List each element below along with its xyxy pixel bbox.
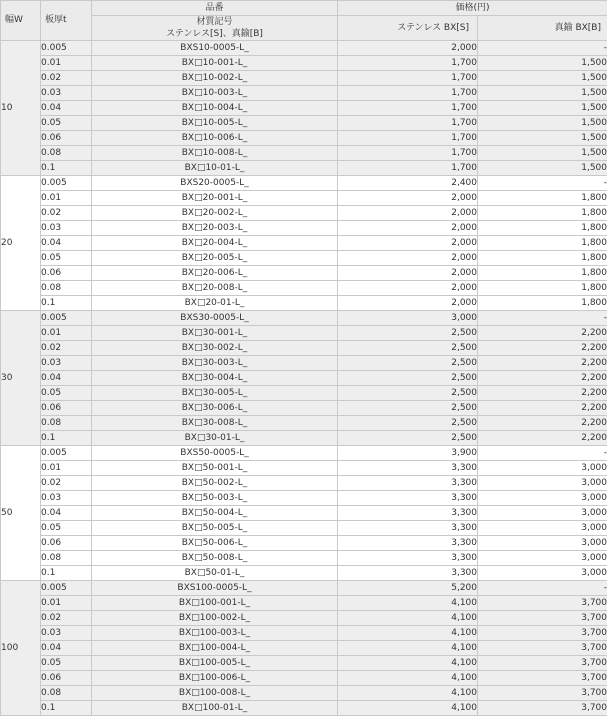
header-material-code-line2: ステンレス[S]、真鍮[B] bbox=[166, 29, 263, 39]
thickness-cell: 0.005 bbox=[41, 581, 92, 596]
brass-price-cell: 3,700 bbox=[478, 656, 607, 671]
table-row bbox=[1, 341, 607, 356]
stainless-price-cell: 4,100 bbox=[338, 596, 478, 611]
table-row bbox=[1, 191, 607, 206]
stainless-price-cell: 1,700 bbox=[338, 71, 478, 86]
table-row bbox=[1, 86, 607, 101]
brass-price-cell: 2,200 bbox=[478, 356, 607, 371]
part-number-cell: BXS100-0005-L_ bbox=[92, 581, 338, 596]
stainless-price-cell: 4,100 bbox=[338, 701, 478, 716]
header-width: 幅W bbox=[1, 1, 41, 41]
brass-price-cell: - bbox=[478, 446, 607, 461]
brass-price-cell: 1,800 bbox=[478, 206, 607, 221]
part-number-cell: BX□20-006-L_ bbox=[92, 266, 338, 281]
brass-price-cell: - bbox=[478, 311, 607, 326]
table-row bbox=[1, 401, 607, 416]
stainless-price-cell: 2,000 bbox=[338, 41, 478, 56]
table-row bbox=[1, 101, 607, 116]
table-row bbox=[1, 461, 607, 476]
brass-price-cell: 1,500 bbox=[478, 146, 607, 161]
brass-price-cell: 3,000 bbox=[478, 536, 607, 551]
part-number-cell: BX□10-002-L_ bbox=[92, 71, 338, 86]
part-number-cell: BX□100-008-L_ bbox=[92, 686, 338, 701]
brass-price-cell: 2,200 bbox=[478, 341, 607, 356]
part-number-cell: BX□20-008-L_ bbox=[92, 281, 338, 296]
table-row bbox=[1, 296, 607, 311]
brass-price-cell: 1,800 bbox=[478, 236, 607, 251]
table-row bbox=[1, 626, 607, 641]
table-row bbox=[1, 476, 607, 491]
width-group bbox=[1, 581, 607, 716]
stainless-price-cell: 2,000 bbox=[338, 236, 478, 251]
thickness-cell: 0.08 bbox=[41, 551, 92, 566]
stainless-price-cell: 2,500 bbox=[338, 371, 478, 386]
part-number-cell: BX□30-01-L_ bbox=[92, 431, 338, 446]
header-part-number: 品番 bbox=[92, 1, 338, 16]
thickness-cell: 0.03 bbox=[41, 626, 92, 641]
thickness-cell: 0.06 bbox=[41, 401, 92, 416]
stainless-price-cell: 2,500 bbox=[338, 401, 478, 416]
thickness-cell: 0.02 bbox=[41, 611, 92, 626]
brass-price-cell: - bbox=[478, 581, 607, 596]
brass-price-cell: 2,200 bbox=[478, 416, 607, 431]
header-price: 価格(円) bbox=[338, 1, 607, 16]
thickness-cell: 0.04 bbox=[41, 641, 92, 656]
part-number-cell: BX□30-008-L_ bbox=[92, 416, 338, 431]
table-row bbox=[1, 221, 607, 236]
width-cell: 100 bbox=[1, 581, 41, 716]
brass-price-cell: 3,000 bbox=[478, 506, 607, 521]
table-row bbox=[1, 251, 607, 266]
stainless-price-cell: 2,500 bbox=[338, 416, 478, 431]
brass-price-cell: 1,500 bbox=[478, 86, 607, 101]
stainless-price-cell: 2,000 bbox=[338, 266, 478, 281]
table-row bbox=[1, 281, 607, 296]
brass-price-cell: 2,200 bbox=[478, 431, 607, 446]
part-number-cell: BX□100-003-L_ bbox=[92, 626, 338, 641]
part-number-cell: BX□20-01-L_ bbox=[92, 296, 338, 311]
part-number-cell: BX□10-004-L_ bbox=[92, 101, 338, 116]
brass-price-cell: 2,200 bbox=[478, 371, 607, 386]
part-number-cell: BX□100-004-L_ bbox=[92, 641, 338, 656]
thickness-cell: 0.05 bbox=[41, 521, 92, 536]
table-row bbox=[1, 56, 607, 71]
stainless-price-cell: 3,300 bbox=[338, 506, 478, 521]
brass-price-cell: 2,200 bbox=[478, 326, 607, 341]
part-number-cell: BX□100-01-L_ bbox=[92, 701, 338, 716]
stainless-price-cell: 2,000 bbox=[338, 251, 478, 266]
header-material-code bbox=[92, 16, 338, 41]
brass-price-cell: 1,800 bbox=[478, 281, 607, 296]
stainless-price-cell: 3,000 bbox=[338, 311, 478, 326]
width-group bbox=[1, 446, 607, 581]
thickness-cell: 0.03 bbox=[41, 491, 92, 506]
thickness-cell: 0.1 bbox=[41, 296, 92, 311]
stainless-price-cell: 2,500 bbox=[338, 356, 478, 371]
thickness-cell: 0.05 bbox=[41, 656, 92, 671]
brass-price-cell: - bbox=[478, 176, 607, 191]
thickness-cell: 0.01 bbox=[41, 326, 92, 341]
brass-price-cell: 1,500 bbox=[478, 56, 607, 71]
stainless-price-cell: 1,700 bbox=[338, 86, 478, 101]
thickness-cell: 0.005 bbox=[41, 311, 92, 326]
brass-price-cell: 2,200 bbox=[478, 401, 607, 416]
table-row bbox=[1, 356, 607, 371]
stainless-price-cell: 4,100 bbox=[338, 641, 478, 656]
thickness-cell: 0.02 bbox=[41, 476, 92, 491]
table-row bbox=[1, 146, 607, 161]
table-row bbox=[1, 161, 607, 176]
part-number-cell: BX□50-006-L_ bbox=[92, 536, 338, 551]
part-number-cell: BX□20-004-L_ bbox=[92, 236, 338, 251]
brass-price-cell: 3,000 bbox=[478, 461, 607, 476]
stainless-price-cell: 5,200 bbox=[338, 581, 478, 596]
stainless-price-cell: 4,100 bbox=[338, 671, 478, 686]
thickness-cell: 0.02 bbox=[41, 341, 92, 356]
part-number-cell: BXS30-0005-L_ bbox=[92, 311, 338, 326]
stainless-price-cell: 4,100 bbox=[338, 611, 478, 626]
brass-price-cell: 1,800 bbox=[478, 251, 607, 266]
part-number-cell: BX□10-003-L_ bbox=[92, 86, 338, 101]
stainless-price-cell: 4,100 bbox=[338, 686, 478, 701]
header-stainless: ステンレス BX[S] bbox=[338, 16, 478, 41]
table-row bbox=[1, 131, 607, 146]
part-number-cell: BX□30-003-L_ bbox=[92, 356, 338, 371]
table-row bbox=[1, 671, 607, 686]
thickness-cell: 0.06 bbox=[41, 266, 92, 281]
table-row bbox=[1, 581, 607, 596]
brass-price-cell: 1,500 bbox=[478, 161, 607, 176]
part-number-cell: BX□30-006-L_ bbox=[92, 401, 338, 416]
part-number-cell: BX□50-01-L_ bbox=[92, 566, 338, 581]
table-row bbox=[1, 611, 607, 626]
table-row bbox=[1, 686, 607, 701]
thickness-cell: 0.08 bbox=[41, 416, 92, 431]
part-number-cell: BX□10-001-L_ bbox=[92, 56, 338, 71]
part-number-cell: BX□50-004-L_ bbox=[92, 506, 338, 521]
part-number-cell: BXS10-0005-L_ bbox=[92, 41, 338, 56]
width-group bbox=[1, 176, 607, 311]
width-cell: 30 bbox=[1, 311, 41, 446]
part-number-cell: BX□10-006-L_ bbox=[92, 131, 338, 146]
thickness-cell: 0.06 bbox=[41, 131, 92, 146]
table-row bbox=[1, 311, 607, 326]
brass-price-cell: 1,800 bbox=[478, 296, 607, 311]
thickness-cell: 0.1 bbox=[41, 161, 92, 176]
part-number-cell: BX□20-003-L_ bbox=[92, 221, 338, 236]
brass-price-cell: 3,000 bbox=[478, 566, 607, 581]
thickness-cell: 0.04 bbox=[41, 371, 92, 386]
header-material-code-line1: 材質記号 bbox=[196, 17, 233, 27]
thickness-cell: 0.04 bbox=[41, 236, 92, 251]
part-number-cell: BX□30-005-L_ bbox=[92, 386, 338, 401]
thickness-cell: 0.01 bbox=[41, 56, 92, 71]
stainless-price-cell: 2,000 bbox=[338, 191, 478, 206]
width-cell: 10 bbox=[1, 41, 41, 176]
thickness-cell: 0.01 bbox=[41, 596, 92, 611]
brass-price-cell: 1,800 bbox=[478, 266, 607, 281]
thickness-cell: 0.1 bbox=[41, 566, 92, 581]
thickness-cell: 0.08 bbox=[41, 281, 92, 296]
width-group bbox=[1, 41, 607, 176]
brass-price-cell: 3,000 bbox=[478, 476, 607, 491]
brass-price-cell: 3,700 bbox=[478, 611, 607, 626]
stainless-price-cell: 1,700 bbox=[338, 101, 478, 116]
part-number-cell: BX□100-002-L_ bbox=[92, 611, 338, 626]
brass-price-cell: 3,700 bbox=[478, 686, 607, 701]
part-number-cell: BX□100-006-L_ bbox=[92, 671, 338, 686]
stainless-price-cell: 1,700 bbox=[338, 56, 478, 71]
brass-price-cell: 3,000 bbox=[478, 521, 607, 536]
table-row bbox=[1, 551, 607, 566]
thickness-cell: 0.03 bbox=[41, 86, 92, 101]
thickness-cell: 0.05 bbox=[41, 386, 92, 401]
table-row bbox=[1, 206, 607, 221]
brass-price-cell: 3,700 bbox=[478, 626, 607, 641]
width-cell: 50 bbox=[1, 446, 41, 581]
stainless-price-cell: 3,300 bbox=[338, 566, 478, 581]
table-row bbox=[1, 656, 607, 671]
table-row bbox=[1, 416, 607, 431]
thickness-cell: 0.005 bbox=[41, 446, 92, 461]
thickness-cell: 0.08 bbox=[41, 686, 92, 701]
stainless-price-cell: 3,300 bbox=[338, 461, 478, 476]
table-row bbox=[1, 236, 607, 251]
thickness-cell: 0.005 bbox=[41, 176, 92, 191]
thickness-cell: 0.06 bbox=[41, 671, 92, 686]
brass-price-cell: 2,200 bbox=[478, 386, 607, 401]
table-row bbox=[1, 371, 607, 386]
part-number-cell: BX□20-001-L_ bbox=[92, 191, 338, 206]
part-number-cell: BX□10-008-L_ bbox=[92, 146, 338, 161]
thickness-cell: 0.005 bbox=[41, 41, 92, 56]
part-number-cell: BX□30-004-L_ bbox=[92, 371, 338, 386]
brass-price-cell: 3,700 bbox=[478, 596, 607, 611]
stainless-price-cell: 3,300 bbox=[338, 551, 478, 566]
table-row bbox=[1, 536, 607, 551]
part-number-cell: BX□50-008-L_ bbox=[92, 551, 338, 566]
thickness-cell: 0.05 bbox=[41, 116, 92, 131]
stainless-price-cell: 2,000 bbox=[338, 296, 478, 311]
brass-price-cell: 3,700 bbox=[478, 671, 607, 686]
thickness-cell: 0.1 bbox=[41, 701, 92, 716]
thickness-cell: 0.03 bbox=[41, 356, 92, 371]
table-row bbox=[1, 566, 607, 581]
thickness-cell: 0.02 bbox=[41, 71, 92, 86]
table-row bbox=[1, 521, 607, 536]
table-row bbox=[1, 596, 607, 611]
stainless-price-cell: 2,500 bbox=[338, 341, 478, 356]
stainless-price-cell: 2,000 bbox=[338, 281, 478, 296]
part-number-cell: BX□10-005-L_ bbox=[92, 116, 338, 131]
table-header bbox=[1, 1, 607, 41]
brass-price-cell: 1,500 bbox=[478, 101, 607, 116]
table-row bbox=[1, 431, 607, 446]
table-row bbox=[1, 701, 607, 716]
brass-price-cell: - bbox=[478, 41, 607, 56]
table-row bbox=[1, 641, 607, 656]
thickness-cell: 0.04 bbox=[41, 506, 92, 521]
thickness-cell: 0.03 bbox=[41, 221, 92, 236]
part-number-cell: BX□100-005-L_ bbox=[92, 656, 338, 671]
brass-price-cell: 3,000 bbox=[478, 551, 607, 566]
brass-price-cell: 3,700 bbox=[478, 701, 607, 716]
stainless-price-cell: 3,300 bbox=[338, 476, 478, 491]
table-row bbox=[1, 386, 607, 401]
table-row bbox=[1, 491, 607, 506]
stainless-price-cell: 1,700 bbox=[338, 161, 478, 176]
stainless-price-cell: 2,000 bbox=[338, 221, 478, 236]
part-number-cell: BX□10-01-L_ bbox=[92, 161, 338, 176]
part-number-cell: BXS20-0005-L_ bbox=[92, 176, 338, 191]
table-row bbox=[1, 41, 607, 56]
table-row bbox=[1, 116, 607, 131]
brass-price-cell: 3,000 bbox=[478, 491, 607, 506]
table-row bbox=[1, 266, 607, 281]
stainless-price-cell: 4,100 bbox=[338, 626, 478, 641]
part-number-cell: BXS50-0005-L_ bbox=[92, 446, 338, 461]
stainless-price-cell: 2,500 bbox=[338, 386, 478, 401]
brass-price-cell: 3,700 bbox=[478, 641, 607, 656]
brass-price-cell: 1,800 bbox=[478, 221, 607, 236]
stainless-price-cell: 4,100 bbox=[338, 656, 478, 671]
stainless-price-cell: 3,300 bbox=[338, 491, 478, 506]
stainless-price-cell: 1,700 bbox=[338, 116, 478, 131]
header-brass: 真鍮 BX[B] bbox=[478, 16, 607, 41]
thickness-cell: 0.06 bbox=[41, 536, 92, 551]
stainless-price-cell: 3,900 bbox=[338, 446, 478, 461]
stainless-price-cell: 2,000 bbox=[338, 206, 478, 221]
brass-price-cell: 1,500 bbox=[478, 131, 607, 146]
brass-price-cell: 1,500 bbox=[478, 116, 607, 131]
thickness-cell: 0.01 bbox=[41, 191, 92, 206]
stainless-price-cell: 3,300 bbox=[338, 536, 478, 551]
header-thickness: 板厚t bbox=[41, 1, 92, 41]
part-number-cell: BX□30-001-L_ bbox=[92, 326, 338, 341]
thickness-cell: 0.02 bbox=[41, 206, 92, 221]
brass-price-cell: 1,500 bbox=[478, 71, 607, 86]
thickness-cell: 0.04 bbox=[41, 101, 92, 116]
width-cell: 20 bbox=[1, 176, 41, 311]
table-row bbox=[1, 506, 607, 521]
stainless-price-cell: 2,400 bbox=[338, 176, 478, 191]
stainless-price-cell: 1,700 bbox=[338, 146, 478, 161]
table-row bbox=[1, 446, 607, 461]
part-number-cell: BX□50-001-L_ bbox=[92, 461, 338, 476]
stainless-price-cell: 2,500 bbox=[338, 431, 478, 446]
part-number-cell: BX□50-005-L_ bbox=[92, 521, 338, 536]
part-number-cell: BX□100-001-L_ bbox=[92, 596, 338, 611]
thickness-cell: 0.08 bbox=[41, 146, 92, 161]
part-number-cell: BX□20-005-L_ bbox=[92, 251, 338, 266]
stainless-price-cell: 2,500 bbox=[338, 326, 478, 341]
thickness-cell: 0.05 bbox=[41, 251, 92, 266]
stainless-price-cell: 1,700 bbox=[338, 131, 478, 146]
table-row bbox=[1, 326, 607, 341]
table-row bbox=[1, 176, 607, 191]
thickness-cell: 0.01 bbox=[41, 461, 92, 476]
stainless-price-cell: 3,300 bbox=[338, 521, 478, 536]
brass-price-cell: 1,800 bbox=[478, 191, 607, 206]
table-row bbox=[1, 71, 607, 86]
part-number-cell: BX□50-002-L_ bbox=[92, 476, 338, 491]
part-number-cell: BX□50-003-L_ bbox=[92, 491, 338, 506]
part-number-cell: BX□20-002-L_ bbox=[92, 206, 338, 221]
width-group bbox=[1, 311, 607, 446]
part-number-cell: BX□30-002-L_ bbox=[92, 341, 338, 356]
thickness-cell: 0.1 bbox=[41, 431, 92, 446]
